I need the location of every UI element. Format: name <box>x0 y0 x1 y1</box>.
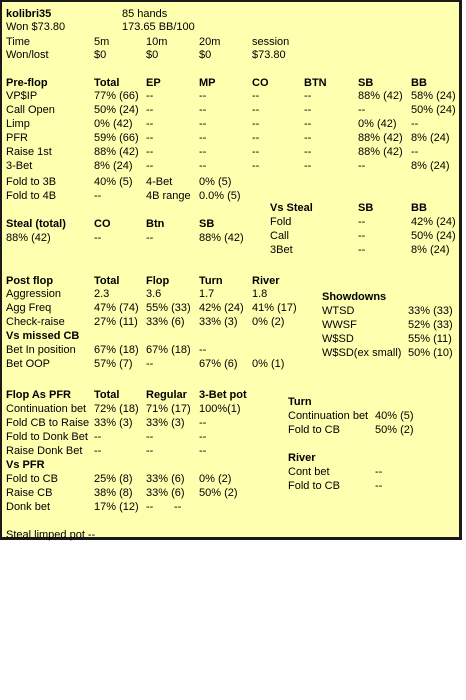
wonlost-session: $73.80 <box>252 49 286 61</box>
fold-donk-regular: -- <box>146 431 154 443</box>
wonlost-10m: $0 <box>146 49 159 61</box>
preflop-cell: 8% (24) <box>411 160 450 172</box>
agg-freq-river: 41% (17) <box>252 302 297 314</box>
preflop-col-total: Total <box>94 77 120 89</box>
four-bet-value: 0% (5) <box>199 176 232 188</box>
turn-title: Turn <box>288 396 312 408</box>
cbet-total: 72% (18) <box>94 403 139 415</box>
steal-sb-value: 88% (42) <box>199 232 244 244</box>
preflop-cell: -- <box>411 146 419 158</box>
vs-steal-title: Vs Steal <box>270 202 313 214</box>
showdown-value: 33% (33) <box>408 305 453 317</box>
player-name: kolibri35 <box>6 8 52 20</box>
check-raise-label: Check-raise <box>6 316 65 328</box>
fold-cb-raise-regular: 33% (3) <box>146 417 185 429</box>
preflop-cell: -- <box>199 160 207 172</box>
agg-freq-flop: 55% (33) <box>146 302 191 314</box>
donk-bet-total: 17% (12) <box>94 501 139 513</box>
preflop-row-label: PFR <box>6 132 28 144</box>
postflop-col-total: Total <box>94 275 120 287</box>
vs-steal-row-label: Call <box>270 230 289 242</box>
vs-missed-cb-title: Vs missed CB <box>6 330 80 342</box>
flop-pfr-col-total: Total <box>94 389 120 401</box>
vs-steal-cell: -- <box>358 216 366 228</box>
donk-bet-label: Donk bet <box>6 501 51 513</box>
showdown-value: 55% (11) <box>408 333 452 345</box>
time-label: Time <box>6 36 31 48</box>
showdowns-title: Showdowns <box>322 291 387 303</box>
preflop-cell: -- <box>199 104 207 116</box>
preflop-cell: -- <box>146 132 154 144</box>
preflop-col-sb: SB <box>358 77 374 89</box>
bet-oop-total: 57% (7) <box>94 358 133 370</box>
preflop-cell: 59% (66) <box>94 132 139 144</box>
preflop-cell: -- <box>252 146 260 158</box>
aggression-turn: 1.7 <box>199 288 215 300</box>
steal-co-value: -- <box>94 232 102 244</box>
preflop-cell: -- <box>146 90 154 102</box>
time-col-5m: 5m <box>94 36 110 48</box>
four-bet-range-label: 4B range <box>146 190 191 202</box>
check-raise-river: 0% (2) <box>252 316 285 328</box>
check-raise-total: 27% (11) <box>94 316 138 328</box>
preflop-title: Pre-flop <box>6 77 48 89</box>
wonlost-20m: $0 <box>199 49 212 61</box>
preflop-col-mp: MP <box>199 77 216 89</box>
raise-donk-label: Raise Donk Bet <box>6 445 83 457</box>
fold-donk-label: Fold to Donk Bet <box>6 431 88 443</box>
agg-freq-turn: 42% (24) <box>199 302 244 314</box>
showdown-label: W$SD <box>322 333 354 345</box>
postflop-title: Post flop <box>6 275 54 287</box>
preflop-col-btn: BTN <box>304 77 327 89</box>
river-cont-bet-label: Cont bet <box>288 466 330 478</box>
fold-to-cb-3bet: 0% (2) <box>199 473 232 485</box>
wonlost-5m: $0 <box>94 49 107 61</box>
bet-oop-turn: 67% (6) <box>199 358 238 370</box>
bet-oop-flop: -- <box>146 358 154 370</box>
fold-to-3b-label: Fold to 3B <box>6 176 57 188</box>
preflop-cell: -- <box>304 132 312 144</box>
steal-btn-value: -- <box>146 232 154 244</box>
preflop-col-bb: BB <box>411 77 427 89</box>
fold-to-cb-regular: 33% (6) <box>146 473 185 485</box>
raise-cb-label: Raise CB <box>6 487 53 499</box>
turn-cbet-label: Continuation bet <box>288 410 369 422</box>
preflop-row-label: Call Open <box>6 104 55 116</box>
showdown-value: 50% (10) <box>408 347 453 359</box>
bet-oop-river: 0% (1) <box>252 358 285 370</box>
preflop-cell: -- <box>199 132 207 144</box>
river-fold-cb-value: -- <box>375 480 383 492</box>
fold-donk-3bet: -- <box>199 431 207 443</box>
cbet-label: Continuation bet <box>6 403 87 415</box>
donk-bet-3bet: -- <box>174 501 182 513</box>
bet-oop-label: Bet OOP <box>6 358 51 370</box>
time-col-20m: 20m <box>199 36 221 48</box>
showdown-label: WTSD <box>322 305 355 317</box>
preflop-cell: -- <box>304 118 312 130</box>
preflop-cell: 8% (24) <box>94 160 133 172</box>
vs-steal-cell: 8% (24) <box>411 244 450 256</box>
showdown-label: WWSF <box>322 319 357 331</box>
won-amount: Won $73.80 <box>6 21 66 33</box>
bet-in-position-flop: 67% (18) <box>146 344 191 356</box>
turn-fold-cb-value: 50% (2) <box>375 424 414 436</box>
preflop-cell: -- <box>146 118 154 130</box>
steal-total-title: Steal (total) <box>6 218 66 230</box>
vs-steal-col-bb: BB <box>411 202 427 214</box>
fold-cb-raise-label: Fold CB to Raise <box>6 417 90 429</box>
fold-to-3b-value: 40% (5) <box>94 176 133 188</box>
preflop-cell: -- <box>252 160 260 172</box>
hands-count: 85 hands <box>122 8 168 20</box>
time-col-10m: 10m <box>146 36 168 48</box>
raise-cb-3bet: 50% (2) <box>199 487 238 499</box>
turn-fold-cb-label: Fold to CB <box>288 424 340 436</box>
steal-limped-pot: Steal limped pot -- <box>6 529 96 541</box>
river-cont-bet-value: -- <box>375 466 383 478</box>
bet-in-position-label: Bet In position <box>6 344 76 356</box>
fold-to-cb-total: 25% (8) <box>94 473 133 485</box>
cbet-3bet: 100%(1) <box>199 403 241 415</box>
preflop-cell: -- <box>304 146 312 158</box>
agg-freq-label: Agg Freq <box>6 302 52 314</box>
preflop-cell: -- <box>252 90 260 102</box>
fold-cb-raise-total: 33% (3) <box>94 417 133 429</box>
flop-pfr-col-3bet: 3-Bet pot <box>199 389 247 401</box>
postflop-col-flop: Flop <box>146 275 170 287</box>
preflop-cell: 50% (24) <box>94 104 139 116</box>
preflop-cell: -- <box>411 118 419 130</box>
bb-per-100: 173.65 BB/100 <box>122 21 195 33</box>
flop-as-pfr-title: Flop As PFR <box>6 389 71 401</box>
raise-donk-regular: -- <box>146 445 154 457</box>
cbet-regular: 71% (17) <box>146 403 191 415</box>
raise-donk-3bet: -- <box>199 445 207 457</box>
preflop-cell: -- <box>146 160 154 172</box>
preflop-cell: 8% (24) <box>411 132 450 144</box>
steal-col-co: CO <box>94 218 111 230</box>
vs-steal-cell: 50% (24) <box>411 230 456 242</box>
steal-total-value: 88% (42) <box>6 232 51 244</box>
preflop-cell: 0% (42) <box>358 118 397 130</box>
agg-freq-total: 47% (74) <box>94 302 139 314</box>
fold-to-4b-value: -- <box>94 190 102 202</box>
aggression-total: 2.3 <box>94 288 110 300</box>
bet-in-position-turn: -- <box>199 344 207 356</box>
preflop-cell: -- <box>199 118 207 130</box>
steal-col-sb: SB <box>199 218 215 230</box>
preflop-cell: 50% (24) <box>411 104 456 116</box>
fold-cb-raise-3bet: -- <box>199 417 207 429</box>
river-title: River <box>288 452 316 464</box>
preflop-cell: 77% (66) <box>94 90 139 102</box>
steal-col-btn: Btn <box>146 218 165 230</box>
fold-to-cb-label: Fold to CB <box>6 473 58 485</box>
preflop-col-ep: EP <box>146 77 161 89</box>
aggression-flop: 3.6 <box>146 288 162 300</box>
preflop-cell: -- <box>358 104 366 116</box>
time-col-session: session <box>252 36 290 48</box>
flop-pfr-col-regular: Regular <box>146 389 187 401</box>
vs-steal-col-sb: SB <box>358 202 374 214</box>
fold-to-4b-label: Fold to 4B <box>6 190 57 202</box>
preflop-cell: -- <box>146 146 154 158</box>
preflop-cell: -- <box>199 146 207 158</box>
preflop-cell: -- <box>304 160 312 172</box>
preflop-row-label: Raise 1st <box>6 146 52 158</box>
aggression-river: 1.8 <box>252 288 268 300</box>
showdown-value: 52% (33) <box>408 319 453 331</box>
preflop-cell: 88% (42) <box>358 146 403 158</box>
raise-cb-regular: 33% (6) <box>146 487 185 499</box>
preflop-cell: 58% (24) <box>411 90 456 102</box>
four-bet-range-value: 0.0% (5) <box>199 190 241 202</box>
raise-cb-total: 38% (8) <box>94 487 133 499</box>
postflop-col-turn: Turn <box>199 275 223 287</box>
vs-steal-cell: -- <box>358 230 366 242</box>
preflop-row-label: VP$IP <box>6 90 38 102</box>
postflop-col-river: River <box>252 275 280 287</box>
preflop-cell: -- <box>199 90 207 102</box>
river-fold-cb-label: Fold to CB <box>288 480 340 492</box>
preflop-col-co: CO <box>252 77 269 89</box>
preflop-cell: -- <box>252 104 260 116</box>
preflop-cell: -- <box>252 132 260 144</box>
vs-pfr-title: Vs PFR <box>6 459 45 471</box>
vs-steal-cell: 42% (24) <box>411 216 456 228</box>
preflop-cell: -- <box>146 104 154 116</box>
vs-steal-cell: -- <box>358 244 366 256</box>
preflop-cell: -- <box>304 104 312 116</box>
preflop-cell: 88% (42) <box>94 146 139 158</box>
donk-bet-regular: -- <box>146 501 154 513</box>
preflop-row-label: Limp <box>6 118 30 130</box>
vs-steal-row-label: 3Bet <box>270 244 293 256</box>
aggression-label: Aggression <box>6 288 62 300</box>
preflop-cell: 0% (42) <box>94 118 133 130</box>
preflop-cell: -- <box>304 90 312 102</box>
bet-in-position-total: 67% (18) <box>94 344 139 356</box>
preflop-cell: 88% (42) <box>358 90 403 102</box>
preflop-cell: -- <box>358 160 366 172</box>
check-raise-flop: 33% (6) <box>146 316 185 328</box>
vs-steal-row-label: Fold <box>270 216 292 228</box>
wonlost-label: Won/lost <box>6 49 49 61</box>
raise-donk-total: -- <box>94 445 102 457</box>
turn-cbet-value: 40% (5) <box>375 410 414 422</box>
check-raise-turn: 33% (3) <box>199 316 238 328</box>
four-bet-label: 4-Bet <box>146 176 173 188</box>
preflop-cell: -- <box>252 118 260 130</box>
fold-donk-total: -- <box>94 431 102 443</box>
showdown-label: W$SD(ex small) <box>322 347 402 359</box>
preflop-row-label: 3-Bet <box>6 160 33 172</box>
preflop-cell: 88% (42) <box>358 132 403 144</box>
